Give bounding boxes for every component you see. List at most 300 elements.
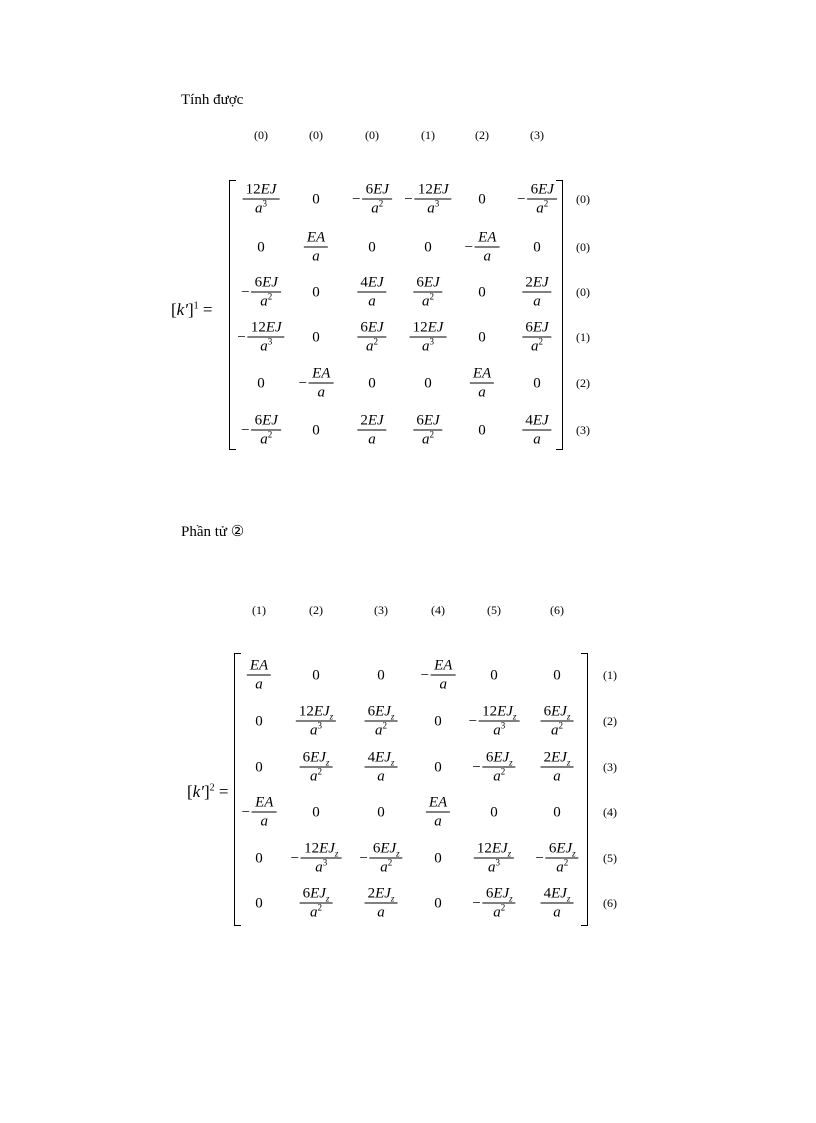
denominator bbox=[310, 722, 322, 741]
denominator bbox=[380, 859, 392, 878]
numerator bbox=[247, 658, 271, 675]
denominator-base: a bbox=[556, 859, 564, 876]
fraction bbox=[301, 841, 341, 878]
matrix2-cell bbox=[434, 896, 442, 913]
matrix2-column-label: (5) bbox=[487, 603, 501, 617]
matrix1-cell bbox=[424, 240, 432, 257]
zero-entry: 0 bbox=[377, 804, 385, 821]
coefficient: 12 bbox=[298, 703, 314, 720]
fraction bbox=[546, 841, 579, 878]
numerator bbox=[483, 886, 516, 903]
coefficient: 4 bbox=[360, 274, 368, 291]
matrix1-cell bbox=[357, 275, 386, 312]
fraction bbox=[243, 182, 280, 219]
variable: EJ bbox=[493, 885, 510, 902]
matrix-2-right-bracket bbox=[581, 653, 588, 926]
matrix2-cell bbox=[472, 750, 515, 787]
coefficient: 12 bbox=[417, 181, 433, 198]
matrix-1-left-bracket bbox=[229, 180, 236, 450]
subscript: z bbox=[566, 711, 571, 722]
exponent: 3 bbox=[500, 720, 506, 731]
matrix1-cell bbox=[413, 275, 442, 312]
matrix2-cell bbox=[553, 805, 561, 822]
exponent: 2 bbox=[538, 336, 543, 347]
denominator-base: a bbox=[310, 768, 318, 785]
fraction bbox=[365, 886, 398, 923]
subscript: z bbox=[325, 757, 330, 768]
zero-entry: 0 bbox=[312, 804, 320, 821]
denominator bbox=[310, 768, 322, 787]
denominator-base: a bbox=[553, 768, 561, 785]
minus-sign: − bbox=[241, 422, 250, 439]
matrix1-row-label: (0) bbox=[576, 240, 590, 254]
denominator bbox=[533, 293, 541, 312]
numerator bbox=[522, 413, 551, 430]
denominator-base: a bbox=[434, 813, 442, 830]
coefficient: 12 bbox=[250, 319, 266, 336]
matrix1-cell bbox=[517, 182, 557, 219]
denominator-base: a bbox=[493, 768, 501, 785]
zero-entry: 0 bbox=[478, 422, 486, 439]
fraction bbox=[357, 413, 386, 450]
denominator-base: a bbox=[254, 200, 263, 217]
zero-entry: 0 bbox=[255, 895, 263, 912]
section-title: Phần tử ② bbox=[181, 524, 245, 540]
zero-entry: 0 bbox=[478, 329, 486, 346]
numerator bbox=[431, 658, 455, 675]
exponent: 3 bbox=[322, 857, 328, 868]
matrix2-cell bbox=[377, 668, 385, 685]
denominator bbox=[493, 722, 505, 741]
matrix2-cell bbox=[472, 886, 515, 923]
zero-entry: 0 bbox=[424, 375, 432, 392]
matrix1-cell bbox=[522, 320, 551, 357]
matrix1-column-label: (1) bbox=[421, 128, 435, 142]
coefficient: 12 bbox=[482, 703, 498, 720]
variable: EJ bbox=[265, 319, 282, 336]
zero-entry: 0 bbox=[434, 713, 442, 730]
fraction bbox=[309, 366, 333, 403]
fraction bbox=[474, 841, 514, 878]
variable: EJ bbox=[310, 749, 326, 766]
subscript: z bbox=[566, 757, 571, 768]
numerator bbox=[479, 704, 519, 721]
numerator bbox=[546, 841, 579, 858]
matrix2-column-label: (2) bbox=[309, 603, 323, 617]
fraction bbox=[483, 750, 516, 787]
coefficient: 4 bbox=[367, 749, 376, 766]
fraction bbox=[483, 886, 516, 923]
minus-sign: − bbox=[352, 191, 361, 208]
denominator bbox=[427, 200, 439, 219]
matrix1-cell bbox=[533, 376, 541, 393]
matrix2-cell bbox=[255, 760, 263, 777]
matrix1-cell bbox=[522, 413, 551, 450]
matrix1-cell bbox=[237, 320, 284, 357]
matrix-1-symbol: k′ bbox=[176, 300, 188, 319]
matrix2-row-label: (3) bbox=[603, 760, 617, 774]
denominator-base: a bbox=[533, 431, 541, 448]
numerator bbox=[300, 750, 333, 767]
variable: EA bbox=[478, 229, 497, 246]
fraction bbox=[300, 750, 333, 787]
variable: EJ bbox=[432, 181, 449, 198]
denominator-base: a bbox=[260, 293, 268, 310]
matrix1-cell bbox=[243, 182, 280, 219]
exponent: 2 bbox=[429, 429, 434, 440]
denominator bbox=[310, 904, 322, 923]
coefficient: 6 bbox=[367, 703, 376, 720]
minus-sign: − bbox=[237, 329, 246, 346]
variable: EA bbox=[255, 794, 274, 811]
matrix1-row-label: (0) bbox=[576, 192, 590, 206]
matrix1-cell bbox=[413, 413, 442, 450]
fraction bbox=[522, 413, 551, 450]
matrix1-cell bbox=[357, 320, 386, 357]
exponent: 2 bbox=[500, 766, 506, 777]
variable: EJ bbox=[551, 749, 567, 766]
denominator-base: a bbox=[551, 722, 559, 739]
minus-sign: − bbox=[241, 804, 251, 821]
zero-entry: 0 bbox=[553, 804, 561, 821]
exponent: 3 bbox=[434, 198, 440, 209]
matrix2-cell bbox=[541, 750, 574, 787]
numerator bbox=[304, 230, 328, 247]
denominator bbox=[553, 768, 561, 787]
coefficient: 6 bbox=[485, 885, 494, 902]
numerator bbox=[483, 750, 516, 767]
matrix2-column-label: (6) bbox=[550, 603, 564, 617]
exponent: 3 bbox=[495, 857, 500, 868]
denominator-base: a bbox=[368, 431, 376, 448]
variable: EJ bbox=[375, 703, 391, 720]
matrix1-cell bbox=[478, 192, 486, 209]
matrix-1-right-bracket bbox=[556, 180, 563, 450]
coefficient: 12 bbox=[412, 319, 428, 336]
variable: EA bbox=[249, 657, 269, 674]
subscript: z bbox=[566, 893, 571, 904]
variable: EJ bbox=[491, 840, 508, 857]
variable: EJ bbox=[532, 274, 549, 291]
fraction bbox=[522, 275, 551, 312]
coefficient: 6 bbox=[525, 319, 533, 336]
numerator bbox=[522, 275, 551, 292]
matrix-2-equals: = bbox=[218, 782, 229, 801]
matrix1-cell bbox=[368, 240, 376, 257]
denominator-base: a bbox=[368, 293, 376, 310]
denominator bbox=[536, 200, 548, 219]
matrix1-cell bbox=[312, 285, 320, 302]
matrix2-cell bbox=[426, 795, 450, 832]
fraction bbox=[413, 413, 442, 450]
matrix2-cell bbox=[469, 704, 520, 741]
fraction bbox=[426, 795, 450, 832]
zero-entry: 0 bbox=[368, 239, 376, 256]
exponent: 2 bbox=[267, 291, 273, 302]
numerator bbox=[357, 320, 386, 337]
fraction bbox=[365, 704, 398, 741]
denominator-base: a bbox=[493, 722, 501, 739]
matrix2-cell bbox=[553, 668, 561, 685]
matrix1-column-label: (0) bbox=[365, 128, 379, 142]
exponent: 2 bbox=[563, 857, 569, 868]
zero-entry: 0 bbox=[255, 713, 263, 730]
variable: EJ bbox=[423, 274, 440, 291]
coefficient: 2 bbox=[525, 274, 533, 291]
denominator bbox=[260, 431, 272, 450]
variable: EJ bbox=[310, 885, 326, 902]
fraction bbox=[528, 182, 557, 219]
matrix1-cell bbox=[352, 182, 392, 219]
denominator-base: a bbox=[377, 904, 385, 921]
denominator-base: a bbox=[365, 338, 374, 355]
fraction bbox=[363, 182, 392, 219]
numerator bbox=[541, 750, 574, 767]
variable: EJ bbox=[367, 412, 384, 429]
exponent: 3 bbox=[429, 336, 434, 347]
numerator bbox=[301, 841, 341, 858]
numerator bbox=[541, 886, 574, 903]
matrix1-cell bbox=[404, 182, 451, 219]
denominator bbox=[312, 248, 320, 267]
matrix2-row-label: (4) bbox=[603, 805, 617, 819]
exponent: 2 bbox=[429, 291, 434, 302]
numerator bbox=[475, 230, 499, 247]
minus-sign: − bbox=[472, 759, 481, 776]
matrix1-cell bbox=[257, 240, 265, 257]
matrix1-column-label: (0) bbox=[309, 128, 323, 142]
coefficient: 6 bbox=[302, 749, 311, 766]
denominator-base: a bbox=[260, 338, 268, 355]
fraction bbox=[300, 886, 333, 923]
fraction bbox=[410, 320, 447, 357]
fraction bbox=[415, 182, 452, 219]
variable: EA bbox=[312, 365, 331, 382]
exponent: 2 bbox=[543, 198, 549, 209]
numerator bbox=[252, 275, 281, 292]
matrix1-cell bbox=[478, 423, 486, 440]
variable: EJ bbox=[260, 181, 277, 198]
matrix-2-left-bracket bbox=[234, 653, 241, 926]
variable: EJ bbox=[427, 319, 444, 336]
variable: EJ bbox=[375, 885, 391, 902]
denominator-base: a bbox=[315, 859, 323, 876]
denominator-base: a bbox=[380, 859, 388, 876]
subscript: z bbox=[509, 893, 513, 904]
denominator-base: a bbox=[533, 293, 541, 310]
denominator bbox=[375, 722, 387, 741]
coefficient: 12 bbox=[245, 181, 261, 198]
zero-entry: 0 bbox=[533, 375, 541, 392]
matrix2-cell bbox=[300, 886, 333, 923]
matrix2-cell bbox=[365, 886, 398, 923]
fraction bbox=[365, 750, 398, 787]
matrix2-cell bbox=[490, 805, 498, 822]
matrix1-cell bbox=[241, 413, 281, 450]
matrix-2-symbol: k′ bbox=[192, 782, 204, 801]
subscript: z bbox=[512, 711, 517, 722]
coefficient: 4 bbox=[543, 885, 552, 902]
exponent: 2 bbox=[373, 336, 378, 347]
fraction bbox=[247, 658, 271, 695]
coefficient: 12 bbox=[304, 840, 320, 857]
variable: EJ bbox=[262, 412, 278, 429]
matrix1-cell bbox=[304, 230, 328, 267]
matrix2-row-label: (2) bbox=[603, 714, 617, 728]
fraction bbox=[304, 230, 328, 267]
zero-entry: 0 bbox=[312, 329, 320, 346]
exponent: 2 bbox=[558, 720, 563, 731]
fraction bbox=[541, 886, 574, 923]
matrix2-cell bbox=[365, 750, 398, 787]
matrix2-row-label: (5) bbox=[603, 851, 617, 865]
coefficient: 6 bbox=[416, 274, 424, 291]
matrix2-cell bbox=[312, 668, 320, 685]
coefficient: 2 bbox=[367, 885, 376, 902]
denominator-base: a bbox=[377, 768, 385, 785]
variable: EA bbox=[472, 365, 492, 382]
fraction bbox=[296, 704, 336, 741]
denominator bbox=[255, 676, 263, 695]
matrix1-cell bbox=[522, 275, 551, 312]
variable: EJ bbox=[556, 840, 573, 857]
coefficient: 4 bbox=[525, 412, 533, 429]
matrix2-column-label: (4) bbox=[431, 603, 445, 617]
matrix2-cell bbox=[365, 704, 398, 741]
exponent: 3 bbox=[262, 198, 267, 209]
numerator bbox=[370, 841, 403, 858]
denominator bbox=[368, 431, 376, 450]
denominator-base: a bbox=[421, 293, 430, 310]
fraction bbox=[475, 230, 499, 267]
matrix2-cell bbox=[541, 704, 574, 741]
matrix2-cell bbox=[434, 760, 442, 777]
exponent: 2 bbox=[500, 902, 506, 913]
zero-entry: 0 bbox=[368, 375, 376, 392]
matrix1-cell bbox=[257, 376, 265, 393]
zero-entry: 0 bbox=[434, 759, 442, 776]
matrix2-cell bbox=[296, 704, 336, 741]
minus-sign: − bbox=[468, 713, 478, 730]
matrix2-cell bbox=[255, 896, 263, 913]
denominator-base: a bbox=[255, 676, 263, 693]
variable: EJ bbox=[551, 703, 567, 720]
coefficient: 6 bbox=[416, 412, 424, 429]
fraction bbox=[413, 275, 442, 312]
numerator bbox=[357, 413, 386, 430]
exponent: 2 bbox=[378, 198, 384, 209]
fraction bbox=[252, 795, 276, 832]
matrix-2-lhs: $[k']^2$ = bbox=[187, 782, 229, 801]
variable: EJ bbox=[423, 412, 440, 429]
coefficient: 2 bbox=[360, 412, 368, 429]
exponent: 3 bbox=[317, 720, 322, 731]
denominator bbox=[260, 338, 272, 357]
numerator bbox=[410, 320, 447, 337]
variable: EJ bbox=[373, 181, 389, 198]
minus-sign: − bbox=[420, 667, 430, 684]
exponent: 2 bbox=[382, 720, 387, 731]
denominator-base: a bbox=[260, 813, 268, 830]
zero-entry: 0 bbox=[312, 191, 320, 208]
denominator bbox=[315, 859, 327, 878]
matrix1-cell bbox=[368, 376, 376, 393]
numerator bbox=[309, 366, 333, 383]
minus-sign: − bbox=[517, 191, 526, 208]
matrix2-cell bbox=[291, 841, 342, 878]
matrix2-cell bbox=[255, 714, 263, 731]
numerator bbox=[415, 182, 452, 199]
matrix1-cell bbox=[410, 320, 447, 357]
denominator-base: a bbox=[371, 200, 379, 217]
subscript: z bbox=[507, 848, 512, 859]
variable: EA bbox=[428, 794, 448, 811]
zero-entry: 0 bbox=[312, 667, 320, 684]
denominator-base: a bbox=[310, 722, 318, 739]
matrix2-cell bbox=[474, 841, 514, 878]
subscript: z bbox=[390, 711, 395, 722]
denominator bbox=[377, 768, 385, 787]
exponent: 2 bbox=[317, 902, 322, 913]
denominator bbox=[366, 338, 378, 357]
denominator bbox=[422, 431, 434, 450]
minus-sign: − bbox=[298, 375, 308, 392]
matrix2-cell bbox=[490, 668, 498, 685]
minus-sign: − bbox=[535, 850, 544, 867]
zero-entry: 0 bbox=[312, 422, 320, 439]
denominator bbox=[483, 248, 491, 267]
matrix2-cell bbox=[255, 851, 263, 868]
coefficient: 12 bbox=[476, 840, 492, 857]
subscript: z bbox=[390, 757, 395, 768]
numerator bbox=[296, 704, 336, 721]
denominator bbox=[434, 813, 442, 832]
fraction bbox=[357, 320, 386, 357]
numerator bbox=[252, 795, 276, 812]
denominator-base: a bbox=[375, 722, 383, 739]
zero-entry: 0 bbox=[255, 759, 263, 776]
variable: EJ bbox=[313, 703, 330, 720]
zero-entry: 0 bbox=[490, 667, 498, 684]
variable: EA bbox=[306, 229, 326, 246]
zero-entry: 0 bbox=[478, 284, 486, 301]
denominator-base: a bbox=[421, 431, 430, 448]
denominator-base: a bbox=[421, 338, 430, 355]
coefficient: 6 bbox=[530, 181, 539, 198]
fraction bbox=[479, 704, 519, 741]
denominator bbox=[260, 813, 268, 832]
denominator bbox=[255, 200, 267, 219]
numerator bbox=[474, 841, 514, 858]
minus-sign: − bbox=[472, 895, 481, 912]
zero-entry: 0 bbox=[490, 804, 498, 821]
matrix1-cell bbox=[357, 413, 386, 450]
matrix1-cell bbox=[241, 275, 281, 312]
numerator bbox=[365, 750, 398, 767]
subscript: z bbox=[396, 848, 400, 859]
matrix1-column-label: (2) bbox=[475, 128, 489, 142]
coefficient: 6 bbox=[254, 274, 263, 291]
denominator bbox=[317, 384, 325, 403]
matrix2-cell bbox=[434, 714, 442, 731]
matrix2-cell bbox=[247, 658, 271, 695]
numerator bbox=[413, 275, 442, 292]
denominator-base: a bbox=[260, 431, 268, 448]
variable: EJ bbox=[497, 703, 513, 720]
minus-sign: − bbox=[241, 284, 250, 301]
matrix-2-superscript: 2 bbox=[209, 782, 215, 794]
numerator bbox=[252, 413, 281, 430]
